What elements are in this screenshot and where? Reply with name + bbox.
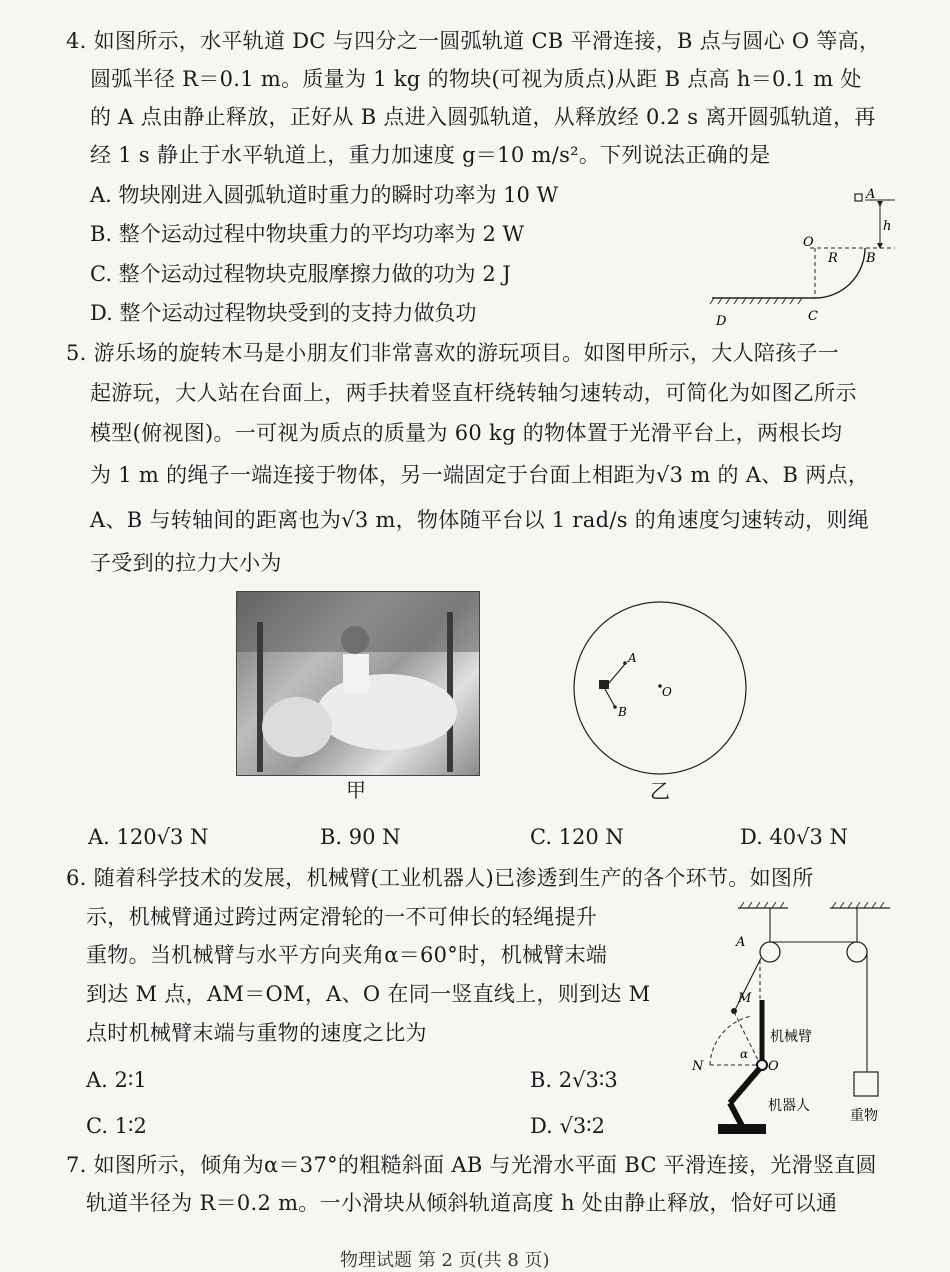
label-r: R: [828, 251, 838, 266]
label-b: B: [618, 705, 627, 719]
q6-line-4: 到达 M 点，AM＝OM，A、O 在同一竖直线上，则到达 M: [86, 982, 651, 1006]
label-alpha: α: [740, 1047, 749, 1061]
q5-option-d: D. 40√3 N: [740, 825, 848, 849]
caption-yi: 乙: [650, 779, 670, 803]
q4-option-d: D. 整个运动过程物块受到的支持力做负功: [90, 301, 477, 325]
q7-line-2: 轨道半径为 R＝0.2 m。一小滑块从倾斜轨道高度 h 处由静止释放，恰好可以通: [86, 1191, 838, 1215]
q5-option-c: C. 120 N: [530, 825, 624, 849]
q6-option-a: A. 2∶1: [86, 1068, 147, 1092]
q4-line-1: 4. 如图所示，水平轨道 DC 与四分之一圆弧轨道 CB 平滑连接，B 点与圆心 O 等高，: [66, 29, 881, 53]
label-a: A: [628, 651, 637, 665]
label-a: A: [866, 187, 876, 202]
q6-line-2: 示，机械臂通过跨过两定滑轮的一不可伸长的轻绳提升: [86, 905, 598, 929]
weight-box: [854, 1072, 878, 1096]
pulley-right: [847, 942, 867, 962]
q5-line-5: A、B 与转轴间的距离也为√3 m，物体随平台以 1 rad/s 的角速度匀速转动，则绳: [90, 508, 870, 532]
q6-option-d: D. √3∶2: [530, 1114, 606, 1138]
q5-option-a: A. 120√3 N: [88, 825, 209, 849]
label-o: O: [768, 1059, 779, 1074]
q4-option-a: A. 物块刚进入圆弧轨道时重力的瞬时功率为 10 W: [90, 183, 559, 207]
q6-line-3: 重物。当机械臂与水平方向夹角α＝60°时，机械臂末端: [86, 943, 608, 967]
label-m: M: [738, 991, 752, 1006]
q6-line-5: 点时机械臂末端与重物的速度之比为: [86, 1021, 427, 1045]
q5-top-view-diagram: [568, 600, 752, 780]
label-arm: 机械臂: [770, 1029, 812, 1045]
robot-base: [718, 1124, 766, 1134]
label-a: A: [736, 935, 746, 950]
q5-line-3: 模型(俯视图)。一可视为质点的质量为 60 kg 的物体置于光滑平台上，两根长均: [90, 421, 843, 445]
q7-line-1: 7. 如图所示，倾角为α＝37°的粗糙斜面 AB 与光滑水平面 BC 平滑连接，光滑竖直圆: [66, 1153, 877, 1177]
q5-option-b: B. 90 N: [320, 825, 401, 849]
label-weight: 重物: [850, 1108, 878, 1124]
q6-line-1: 6. 随着科学技术的发展，机械臂(工业机器人)已渗透到生产的各个环节。如图所: [66, 866, 814, 890]
q4-track-diagram: [700, 180, 900, 330]
label-robot: 机器人: [768, 1098, 810, 1114]
q6-option-b: B. 2√3∶3: [530, 1068, 618, 1092]
object-square: [599, 680, 609, 689]
label-d: D: [716, 314, 727, 329]
label-n: N: [692, 1059, 704, 1074]
q4-line-3: 的 A 点由静止释放，正好从 B 点进入圆弧轨道，从释放经 0.2 s 离开圆弧轨道，再: [90, 105, 876, 129]
label-b: B: [866, 251, 876, 266]
label-h: h: [883, 219, 892, 234]
q6-robot-arm-diagram: [670, 898, 910, 1140]
carousel-photo: [236, 591, 480, 776]
pulley-left: [760, 942, 780, 962]
q4-option-c: C. 整个运动过程物块克服摩擦力做的功为 2 J: [90, 262, 511, 286]
q5-line-6: 子受到的拉力大小为: [90, 551, 282, 575]
label-o: O: [803, 235, 814, 250]
q4-line-2: 圆弧半径 R＝0.1 m。质量为 1 kg 的物块(可视为质点)从距 B 点高 h＝0.1 m 处: [90, 67, 862, 91]
label-c: C: [808, 309, 818, 324]
q4-line-4: 经 1 s 静止于水平轨道上，重力加速度 g＝10 m/s²。下列说法正确的是: [90, 143, 771, 167]
block-icon: [855, 194, 862, 201]
q5-line-4: 为 1 m 的绳子一端连接于物体，另一端固定于台面上相距为√3 m 的 A、B 两点，: [90, 463, 870, 487]
q4-option-b: B. 整个运动过程中物块重力的平均功率为 2 W: [90, 222, 525, 246]
caption-jia: 甲: [346, 778, 366, 802]
label-o: O: [662, 685, 672, 699]
page-footer: 物理试题 第 2 页(共 8 页): [340, 1250, 550, 1271]
q5-line-2: 起游玩，大人站在台面上，两手扶着竖直杆绕转轴匀速转动，可简化为如图乙所示: [90, 381, 857, 405]
q6-option-c: C. 1∶2: [86, 1114, 147, 1138]
q5-line-1: 5. 游乐场的旋转木马是小朋友们非常喜欢的游玩项目。如图甲所示，大人陪孩子一: [66, 341, 840, 365]
